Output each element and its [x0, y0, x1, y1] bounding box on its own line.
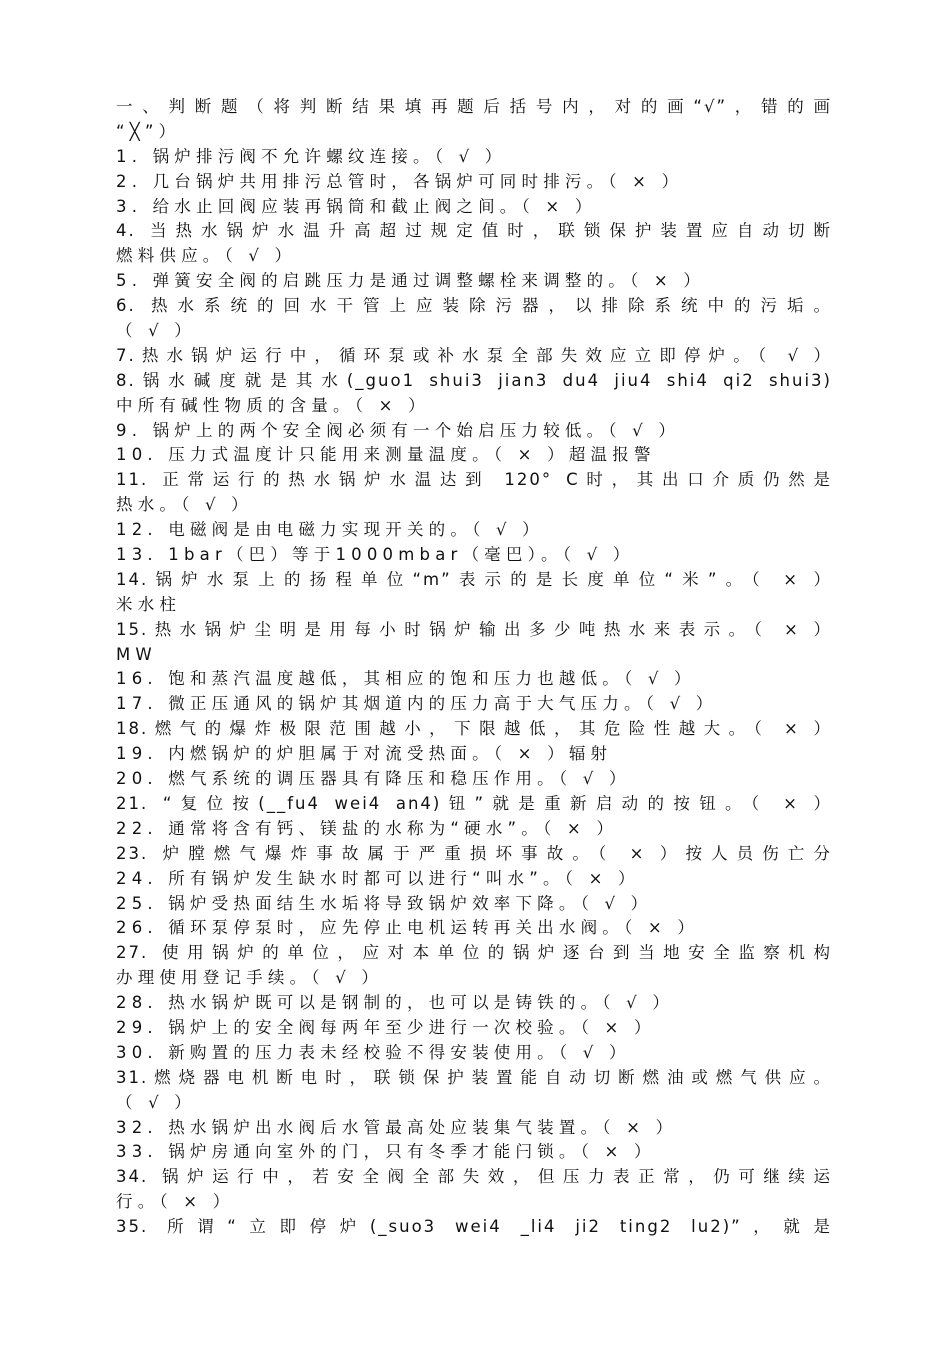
question-3: 3. 给水止回阀应装再锅筒和截止阀之间。（ × ）	[116, 196, 597, 216]
question-32: 32. 热水锅炉出水阀后水管最高处应装集气装置。（ × ）	[116, 1117, 678, 1137]
question-4-continued: 燃料供应。（ √ ）	[116, 246, 297, 266]
question-13: 13. 1bar（巴）等于1000mbar（毫巴）。（ √ ）	[116, 545, 635, 565]
question-33: 33. 锅炉房通向室外的门，只有冬季才能闩锁。（ × ）	[116, 1142, 656, 1162]
question-19: 19. 内燃锅炉的炉胆属于对流受热面。（ × ）辐射	[116, 744, 613, 764]
question-29: 29. 锅炉上的安全阀每两年至少进行一次校验。（ × ）	[116, 1017, 656, 1037]
question-15: 15.热水锅炉尘明是用每小时锅炉输出多少吨热水来表示。（ × ）	[116, 619, 832, 639]
question-31: 31.燃烧器电机断电时，联锁保护装置能自动切断燃油或燃气供应。	[116, 1067, 832, 1087]
question-35: 35. 所谓“立即停炉(_suo3 wei4 _li4 ji2 ting2 lu2)”，就是	[116, 1217, 832, 1237]
question-26: 26. 循环泵停泵时，应先停止电机运转再关出水阀。（ × ）	[116, 918, 700, 938]
question-14: 14.锅炉水泵上的扬程单位“m”表示的是长度单位“米”。（ × ）	[116, 569, 832, 589]
question-5: 5. 弹簧安全阀的启跳压力是通过调整螺栓来调整的。（ × ）	[116, 271, 706, 291]
question-8-continued: 中所有碱性物质的含量。（ × ）	[116, 395, 430, 415]
question-24: 24. 所有锅炉发生缺水时都可以进行“叫水”。（ × ）	[116, 868, 640, 888]
question-23: 23. 炉膛燃气爆炸事故属于严重损坏事故。（ × ）按人员伤亡分	[116, 843, 832, 863]
question-10: 10. 压力式温度计只能用来测量温度。（ × ）超温报警	[116, 445, 656, 465]
question-9: 9. 锅炉上的两个安全阀必须有一个始启压力较低。（ √ ）	[116, 420, 681, 440]
question-18: 18.燃气的爆炸极限范围越小，下限越低，其危险性越大。（ × ）	[116, 719, 832, 739]
question-34: 34. 锅炉运行中，若安全阀全部失效，但压力表正常，仍可继续运	[116, 1167, 832, 1187]
section-heading-continued: “╳”）	[116, 121, 181, 141]
question-17: 17. 微正压通风的锅炉其烟道内的压力高于大气压力。（ √ ）	[116, 694, 718, 714]
question-25: 25. 锅炉受热面结生水垢将导致锅炉效率下降。（ √ ）	[116, 893, 653, 913]
question-28: 28. 热水锅炉既可以是钢制的，也可以是铸铁的。（ √ ）	[116, 993, 675, 1013]
question-27: 27. 使用锅炉的单位，应对本单位的锅炉逐台到当地安全监察机构	[116, 943, 832, 963]
question-1: 1. 锅炉排污阀不允许螺纹连接。（ √ ）	[116, 146, 507, 166]
question-34-continued: 行。（ × ）	[116, 1192, 235, 1212]
question-31-continued: （ √ ）	[116, 1092, 197, 1112]
question-22: 22. 通常将含有钙、镁盐的水称为“硬水”。（ × ）	[116, 818, 619, 838]
question-20: 20. 燃气系统的调压器具有降压和稳压作用。（ √ ）	[116, 769, 631, 789]
question-8: 8.锅水碱度就是其水(_guo1 shui3 jian3 du4 jiu4 shi4 qi2 shui3)	[116, 370, 832, 390]
question-15-note: MW	[116, 644, 157, 664]
question-7: 7.热水锅炉运行中，循环泵或补水泵全部失效应立即停炉。（ √ ）	[116, 345, 832, 365]
question-14-note: 米水柱	[116, 594, 182, 614]
question-6-continued: （ √ ）	[116, 321, 197, 341]
question-27-continued: 办理使用登记手续。（ √ ）	[116, 968, 384, 988]
question-11: 11. 正常运行的热水锅炉水温达到 120° C时，其出口介质仍然是	[116, 470, 832, 490]
question-11-continued: 热水。（ √ ）	[116, 495, 253, 515]
question-21: 21. “复位按(__fu4 wei4 an4)钮”就是重新启动的按钮。（ × ）	[116, 793, 832, 813]
question-30: 30. 新购置的压力表未经校验不得安装使用。（ √ ）	[116, 1042, 631, 1062]
question-12: 12. 电磁阀是由电磁力实现开关的。（ √ ）	[116, 520, 544, 540]
question-2: 2. 几台锅炉共用排污总管时，各锅炉可同时排污。（ × ）	[116, 171, 684, 191]
document-page	[116, 95, 832, 1240]
question-6: 6. 热水系统的回水干管上应装除污器，以排除系统中的污垢。	[116, 296, 832, 316]
question-16: 16. 饱和蒸汽温度越低，其相应的饱和压力也越低。（ √ ）	[116, 669, 696, 689]
section-heading: 一、判断题（将判断结果填再题后括号内，对的画“√”，错的画	[116, 97, 832, 116]
question-4: 4. 当热水锅炉水温升高超过规定值时，联锁保护装置应自动切断	[116, 221, 832, 241]
